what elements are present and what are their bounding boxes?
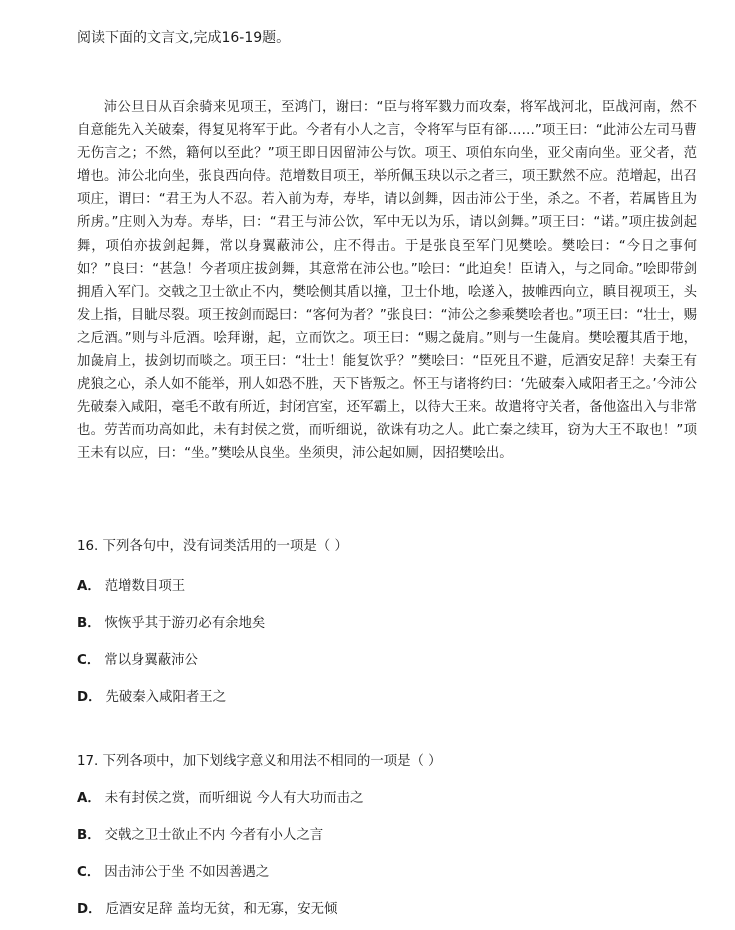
question-16-stem: 16. 下列各句中，没有词类活用的一项是（ ） [77, 539, 348, 554]
question-17-option-c[interactable] [77, 863, 697, 883]
option-key: C． [77, 865, 101, 880]
question-16-option-b[interactable] [77, 614, 697, 634]
option-text: 范增数目项王 [104, 579, 186, 594]
option-key: C． [77, 653, 101, 668]
question-17-option-d[interactable] [77, 900, 697, 920]
question-16-option-d[interactable] [77, 688, 697, 708]
option-text: 常以身翼蔽沛公 [104, 653, 198, 668]
question-17-stem: 17. 下列各项中，加下划线字意义和用法不相同的一项是（ ） [77, 754, 442, 769]
option-text: 因击沛公于坐 不如因善遇之 [104, 865, 270, 880]
option-key: D． [77, 902, 102, 917]
classical-passage: 沛公旦日从百余骑来见项王，至鸿门，谢曰：“臣与将军戮力而攻秦，将军战河北，臣战河南，然不自意能先入关破秦，得复见将军于此。今者有小人之言，令将军与臣有郤……”项王曰：“此沛公左司马曹无伤言之；不然，籍何以至此？”项王即日因留沛公与饮。项王、项伯东向坐，亚父南向坐。亚父者，范增也。沛公北向坐，张良西向侍。范增数目项王，举所佩玉玦以示之者三，项王默然不应。范增起，出召项庄，谓曰：“君王为人不忍。若入前为寿，寿毕，请以剑舞，因击沛公于坐，杀之。不者，若属皆且为所虏。”庄则入为寿。寿毕，曰：“君王与沛公饮，军中无以为乐，请以剑舞。”项王曰：“诺。”项庄拔剑起舞，项伯亦拔剑起舞，常以身翼蔽沛公，庄不得击。于是张良至军门见樊哙。樊哙曰：“今日之事何如？”良曰：“甚急！今者项庄拔剑舞，其意常在沛公也。”哙曰：“此迫矣！臣请入，与之同命。”哙即带剑拥盾入军门。交戟之卫士欲止不内，樊哙侧其盾以撞，卫士仆地，哙遂入，披帷西向立，瞋目视项王，头发上指，目眦尽裂。项王按剑而跽曰：“客何为者？”张良曰：“沛公之参乘樊哙者也。”项王曰：“壮士，赐之卮酒。”则与斗卮酒。哙拜谢，起，立而饮之。项王曰：“赐之彘肩。”则与一生彘肩。樊哙覆其盾于地，加彘肩上，拔剑切而啖之。项王曰：“壮士！能复饮乎？”樊哙曰：“臣死且不避，卮酒安足辞！夫秦王有虎狼之心，杀人如不能举，刑人如恐不胜，天下皆叛之。怀王与诸将约曰：‘先破秦入咸阳者王之。’今沛公先破秦入咸阳，毫毛不敢有所近，封闭宫室，还军霸上，以待大王来。故遣将守关者，备他盗出入与非常也。劳苦而功高如此，未有封侯之赏，而听细说，欲诛有功之人。此亡秦之续耳，窃为大王不取也！”项王未有以应，曰：“坐。”樊哙从良坐。坐须臾，沛公起如厕，因招樊哙出。 [77, 100, 697, 462]
option-text: 未有封侯之赏，而听细说 今人有大功而击之 [104, 791, 364, 806]
option-key: B． [77, 616, 101, 631]
option-text: 卮酒安足辞 盖均无贫，和无寡，安无倾 [105, 902, 338, 917]
option-key: D． [77, 690, 102, 705]
option-text: 先破秦入咸阳者王之 [105, 690, 227, 705]
question-17-option-a[interactable] [77, 789, 697, 809]
question-16-option-c[interactable] [77, 651, 697, 671]
option-key: B． [77, 828, 101, 843]
question-16 [77, 537, 697, 708]
question-17-option-b[interactable] [77, 826, 697, 846]
option-text: 交戟之卫士欲止不内 今者有小人之言 [104, 828, 324, 843]
option-text: 恢恢乎其于游刃必有余地矣 [104, 616, 266, 631]
option-key: A． [77, 791, 101, 806]
question-16-option-a[interactable] [77, 577, 697, 597]
question-17 [77, 752, 697, 920]
instruction-text: 阅读下面的文言文,完成16-19题。 [77, 30, 291, 46]
option-key: A． [77, 579, 101, 594]
